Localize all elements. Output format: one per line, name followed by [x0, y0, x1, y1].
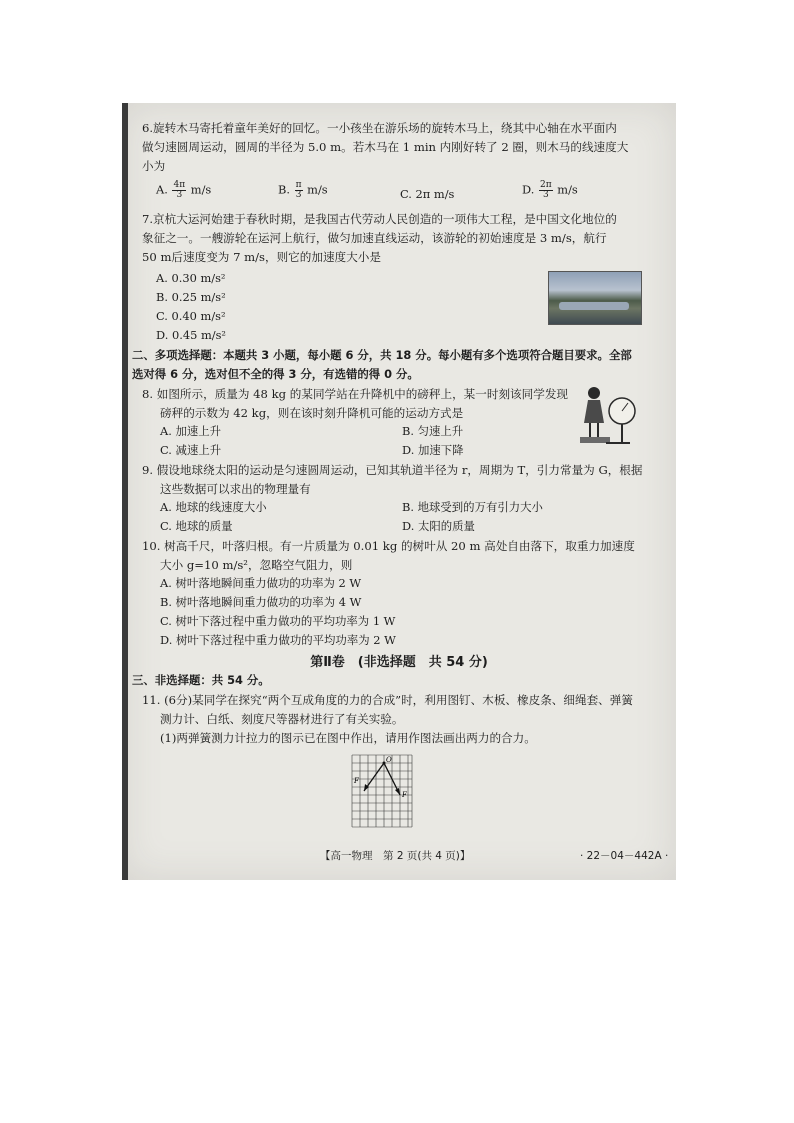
q10-line1: 10. 树高千尺，叶落归根。有一片质量为 0.01 kg 的树叶从 20 m 高处自由落下，取重力加速度 — [142, 539, 635, 553]
section3-header: 三、非选择题：共 54 分。 — [132, 673, 270, 687]
q6-option-a-label: A. — [156, 182, 168, 197]
q6-option-d-fraction — [539, 181, 553, 200]
q6-option-b-fraction — [295, 181, 303, 200]
q9-option-a: A. 地球的线速度大小 — [160, 500, 267, 514]
q7-line1: 7.京杭大运河始建于春秋时期，是我国古代劳动人民创造的一项伟大工程，是中国文化地位的 — [142, 212, 617, 226]
section2-header — [132, 346, 668, 384]
q8-option-b: B. 匀速上升 — [402, 424, 464, 438]
q6-line3: 小为 — [142, 159, 166, 173]
q9-option-d: D. 太阳的质量 — [402, 519, 475, 533]
q10-option-b: B. 树叶落地瞬间重力做功的功率为 4 W — [160, 595, 362, 609]
q6-d-num: 2π — [539, 180, 552, 190]
q10-line2: 大小 g=10 m/s²，忽略空气阻力，则 — [160, 558, 353, 572]
q6-option-d-unit: m/s — [557, 182, 578, 197]
q10-stem — [142, 537, 664, 575]
q7-option-d: D. 0.45 m/s² — [156, 328, 227, 342]
q6-line1: 6.旋转木马寄托着童年美好的回忆。一小孩坐在游乐场的旋转木马上，绕其中心轴在水平面内 — [142, 121, 617, 135]
q6-option-d-label: D. — [522, 182, 535, 197]
q6-stem — [142, 119, 664, 176]
q6-option-b — [278, 181, 328, 200]
section2-line2: 选对得 6 分，选对但不全的得 3 分，有选错的得 0 分。 — [132, 367, 419, 381]
q7-stem — [142, 210, 664, 267]
q8-stem — [142, 385, 572, 423]
q10-option-a: A. 树叶落地瞬间重力做功的功率为 2 W — [160, 576, 362, 590]
q7-option-c: C. 0.40 m/s² — [156, 309, 226, 323]
q9-line1: 9. 假设地球绕太阳的运动是匀速圆周运动，已知其轨道半径为 r，周期为 T，引力常量为 G，根据 — [142, 463, 643, 477]
q8-option-a: A. 加速上升 — [160, 424, 222, 438]
q6-option-a-fraction — [172, 181, 186, 200]
fig-label-f1: F — [354, 777, 359, 785]
q8-line2: 磅秤的示数为 42 kg，则在该时刻升降机可能的运动方式是 — [160, 406, 464, 420]
q8-option-d: D. 加速下降 — [402, 443, 464, 457]
force-grid-figure — [350, 753, 414, 833]
q11-line2: 测力计、白纸、刻度尺等器材进行了有关实验。 — [160, 712, 404, 726]
q7-option-b: B. 0.25 m/s² — [156, 290, 226, 304]
page-footer-center: 【高一物理 第 2 页(共 4 页)】 — [320, 850, 471, 862]
person-on-scale-figure — [578, 383, 638, 449]
q6-option-a-unit: m/s — [190, 182, 212, 197]
canal-photo — [548, 271, 642, 325]
fig-label-o: O — [386, 756, 392, 764]
q9-option-b: B. 地球受到的万有引力大小 — [402, 500, 543, 514]
q6-line2: 做匀速圆周运动，圆周的半径为 5.0 m。若木马在 1 min 内刚好转了 2 圈，则木马的线速度大 — [142, 140, 629, 154]
fig-label-f2: F — [402, 791, 407, 799]
q7-option-a: A. 0.30 m/s² — [156, 271, 226, 285]
q6-a-den: 3 — [176, 190, 183, 200]
q7-line2: 象征之一。一艘游轮在运河上航行，做匀加速直线运动，该游轮的初始速度是 3 m/s，航行 — [142, 231, 607, 245]
page-footer-code: · 22－04－442A · — [580, 850, 669, 862]
q6-option-b-unit: m/s — [307, 182, 328, 197]
section2-line1: 二、多项选择题：本题共 3 小题，每小题 6 分，共 18 分。每小题有多个选项符合题目要求。全部 — [132, 348, 632, 362]
q11-sub1: (1)两弹簧测力计拉力的图示已在图中作出，请用作图法画出两力的合力。 — [160, 731, 536, 745]
q8-option-c: C. 减速上升 — [160, 443, 222, 457]
q6-b-num: π — [295, 180, 302, 190]
q6-d-den: 3 — [542, 190, 549, 200]
q6-a-num: 4π — [173, 180, 186, 190]
exam-page — [122, 103, 676, 880]
q11-line1: 11. (6分)某同学在探究“两个互成角度的力的合成”时，利用图钉、木板、橡皮条、细绳套、弹簧 — [142, 693, 633, 707]
q6-option-b-label: B. — [278, 182, 290, 197]
q11-stem — [142, 691, 664, 748]
q6-option-c: C. 2π m/s — [400, 187, 455, 201]
part2-title: 第Ⅱ卷 (非选择题 共 54 分) — [310, 655, 488, 670]
q6-b-den: 3 — [295, 190, 302, 200]
q6-option-d — [522, 181, 578, 200]
q8-line1: 8. 如图所示，质量为 48 kg 的某同学站在升降机中的磅秤上，某一时刻该同学发现 — [142, 387, 569, 401]
q9-option-c: C. 地球的质量 — [160, 519, 233, 533]
q7-line3: 50 m后速度变为 7 m/s，则它的加速度大小是 — [142, 250, 381, 264]
q9-line2: 这些数据可以求出的物理量有 — [160, 482, 311, 496]
q9-stem — [142, 461, 664, 499]
q6-option-a — [156, 181, 211, 200]
q10-option-d: D. 树叶下落过程中重力做功的平均功率为 2 W — [160, 633, 396, 647]
q10-option-c: C. 树叶下落过程中重力做功的平均功率为 1 W — [160, 614, 396, 628]
